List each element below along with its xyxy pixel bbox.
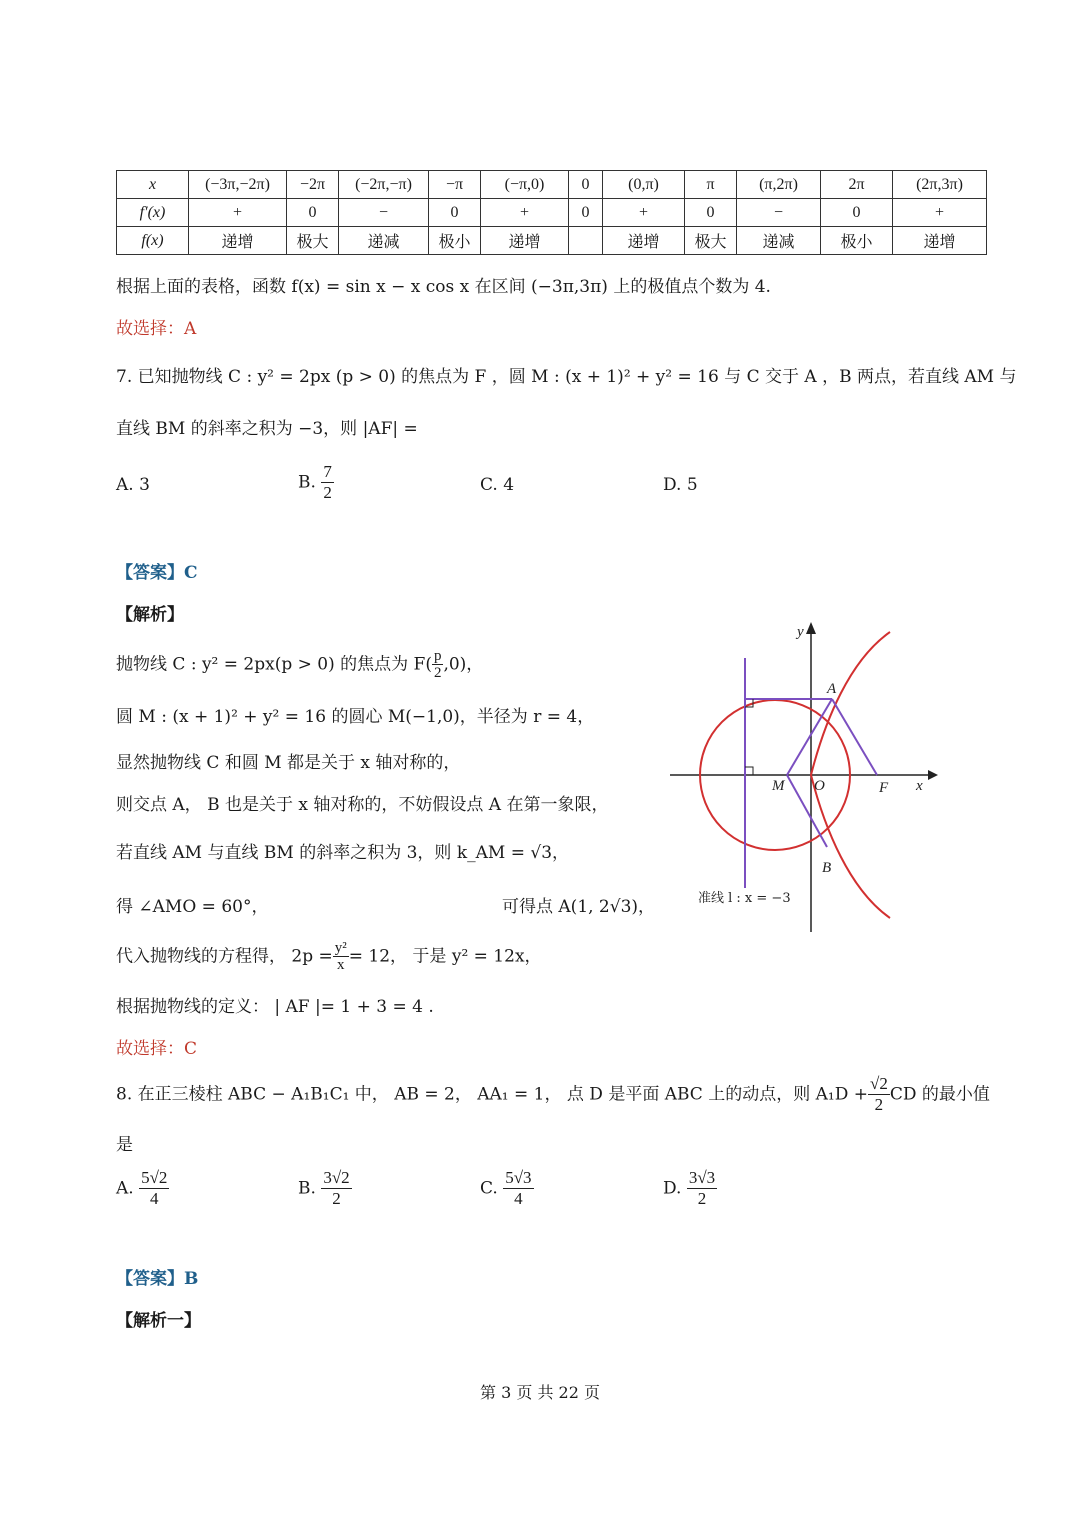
q7-choice: 故选择：C bbox=[116, 1039, 198, 1059]
numerator: √2 bbox=[870, 1074, 888, 1093]
fraction bbox=[868, 1074, 890, 1115]
table-row-derivative bbox=[117, 199, 987, 227]
q8-analysis-title: 【解析一】 bbox=[116, 1311, 201, 1331]
page-footer: 第 3 页 共 22 页 bbox=[480, 1383, 600, 1402]
table-cell: + bbox=[481, 199, 569, 227]
q7-option-b bbox=[298, 462, 334, 503]
q7-option-c: C. 4 bbox=[480, 475, 515, 495]
denominator: x bbox=[333, 956, 349, 973]
table-cell: − bbox=[737, 199, 821, 227]
q8-option-d bbox=[663, 1168, 717, 1209]
q7-step-3: 显然抛物线 C 和圆 M 都是关于 x 轴对称的， bbox=[116, 753, 461, 773]
point-m-label: M bbox=[772, 778, 785, 794]
table-cell: 递增 bbox=[603, 227, 685, 255]
q7-step-6a: 得 ∠AMO = 60°， bbox=[116, 897, 269, 917]
q8-stem-line2: 是 bbox=[116, 1135, 133, 1155]
step-text: = 12， 于是 y² = 12x， bbox=[348, 946, 542, 967]
q7-step-1 bbox=[116, 648, 483, 681]
denominator: 2 bbox=[868, 1094, 890, 1115]
fraction bbox=[321, 462, 334, 503]
q6-choice: 故选择：A bbox=[116, 319, 197, 339]
point-b-label: B bbox=[822, 860, 832, 876]
option-label: D. bbox=[663, 1178, 682, 1199]
numerator: p bbox=[433, 648, 442, 664]
option-label: A. bbox=[116, 1178, 134, 1199]
table-row-x bbox=[117, 171, 987, 199]
table-cell: 0 bbox=[821, 199, 893, 227]
table-cell: 递增 bbox=[481, 227, 569, 255]
table-cell: + bbox=[893, 199, 987, 227]
table-cell: 极大 bbox=[685, 227, 737, 255]
x-axis-label: x bbox=[916, 778, 923, 794]
table-cell: 极小 bbox=[429, 227, 481, 255]
table-cell: 0 bbox=[569, 171, 603, 199]
table-cell: 递减 bbox=[737, 227, 821, 255]
stem-text: CD 的最小值 bbox=[889, 1084, 990, 1105]
table-row-function bbox=[117, 227, 987, 255]
denominator: 4 bbox=[503, 1188, 533, 1209]
denominator: 2 bbox=[321, 1188, 351, 1209]
x-axis-arrow-icon bbox=[928, 770, 938, 780]
y-axis-label: y bbox=[797, 624, 804, 640]
fraction bbox=[333, 940, 349, 973]
numerator: 3√2 bbox=[323, 1168, 350, 1187]
q7-option-a: A. 3 bbox=[116, 475, 150, 495]
option-label: B. bbox=[298, 1178, 316, 1199]
option-label: B. bbox=[298, 472, 316, 493]
table-cell: 0 bbox=[685, 199, 737, 227]
stem-text: 8. 在正三棱柱 ABC − A₁B₁C₁ 中， AB = 2， AA₁ = 1， 点 D 是平面 ABC 上的动点，则 A₁D + bbox=[116, 1084, 868, 1105]
table-cell: (π,2π) bbox=[737, 171, 821, 199]
table-cell: −2π bbox=[287, 171, 339, 199]
q8-option-b bbox=[298, 1168, 352, 1209]
q6-conclusion: 根据上面的表格，函数 f(x) = sin x − x cos x 在区间 (−3π,3π) 上的极值点个数为 4. bbox=[116, 277, 771, 297]
fraction bbox=[503, 1168, 533, 1209]
denominator: 2 bbox=[323, 483, 332, 502]
point-a-label: A bbox=[827, 681, 837, 697]
numerator: 3√3 bbox=[688, 1168, 716, 1187]
fraction bbox=[432, 648, 444, 681]
table-cell: 递减 bbox=[339, 227, 429, 255]
table-cell: 0 bbox=[287, 199, 339, 227]
numerator: 5√3 bbox=[505, 1168, 532, 1187]
table-cell: −π bbox=[429, 171, 481, 199]
table-cell bbox=[569, 227, 603, 255]
table-cell: x bbox=[117, 171, 189, 199]
table-cell: (2π,3π) bbox=[893, 171, 987, 199]
directrix-label: 准线 l : x = −3 bbox=[698, 891, 791, 906]
step-text: 代入抛物线的方程得， 2p = bbox=[116, 946, 333, 967]
table-cell: 极大 bbox=[287, 227, 339, 255]
fraction bbox=[139, 1168, 169, 1209]
q7-answer: 【答案】C bbox=[116, 563, 198, 583]
table-cell: f′(x) bbox=[117, 199, 189, 227]
table-cell: 0 bbox=[429, 199, 481, 227]
q7-stem-line1: 7. 已知抛物线 C : y² = 2px (p > 0) 的焦点为 F ，圆 M : (x + 1)² + y² = 16 与 C 交于 A ，B 两点，若直线 AM 与 bbox=[116, 367, 1017, 387]
sign-table bbox=[116, 170, 987, 255]
q7-option-d: D. 5 bbox=[663, 475, 698, 495]
table-cell: 0 bbox=[569, 199, 603, 227]
table-cell: − bbox=[339, 199, 429, 227]
q8-option-c bbox=[480, 1168, 534, 1209]
table-cell: + bbox=[189, 199, 287, 227]
table-cell: π bbox=[685, 171, 737, 199]
denominator: 2 bbox=[433, 665, 442, 681]
option-label: C. bbox=[480, 1178, 498, 1199]
q7-figure bbox=[660, 610, 950, 940]
q7-step-4: 则交点 A， B 也是关于 x 轴对称的，不妨假设点 A 在第一象限， bbox=[116, 795, 609, 815]
q7-step-5: 若直线 AM 与直线 BM 的斜率之积为 3，则 k_AM = √3， bbox=[116, 843, 570, 863]
denominator: 4 bbox=[139, 1188, 169, 1209]
fraction bbox=[321, 1168, 351, 1209]
q7-step-8: 根据抛物线的定义： | AF |= 1 + 3 = 4 . bbox=[116, 997, 434, 1017]
denominator: 2 bbox=[687, 1188, 717, 1209]
table-cell: 极小 bbox=[821, 227, 893, 255]
q8-stem-line1 bbox=[116, 1074, 990, 1115]
table-cell: (−3π,−2π) bbox=[189, 171, 287, 199]
right-angle-mark bbox=[745, 767, 753, 775]
point-o-label: O bbox=[814, 778, 825, 794]
q7-step-2: 圆 M : (x + 1)² + y² = 16 的圆心 M(−1,0)，半径为 r = 4， bbox=[116, 707, 595, 727]
q7-stem-line2: 直线 BM 的斜率之积为 −3，则 |AF| = bbox=[116, 419, 418, 439]
numerator: 7 bbox=[323, 462, 332, 481]
point-f-label: F bbox=[879, 780, 889, 796]
y-axis-arrow-icon bbox=[806, 622, 816, 634]
q7-step-6b: 可得点 A(1, 2√3)， bbox=[502, 897, 656, 917]
numerator: y² bbox=[334, 940, 347, 956]
q7-step-7 bbox=[116, 940, 542, 973]
q8-answer: 【答案】B bbox=[116, 1269, 199, 1289]
fraction bbox=[687, 1168, 717, 1209]
table-cell: 递增 bbox=[893, 227, 987, 255]
table-cell: (−2π,−π) bbox=[339, 171, 429, 199]
table-cell: 递增 bbox=[189, 227, 287, 255]
segment-am bbox=[787, 699, 832, 775]
step-text: ,0)， bbox=[443, 654, 484, 675]
q8-option-a bbox=[116, 1168, 169, 1209]
table-cell: f(x) bbox=[117, 227, 189, 255]
table-cell: 2π bbox=[821, 171, 893, 199]
numerator: 5√2 bbox=[141, 1168, 168, 1187]
table-cell: (−π,0) bbox=[481, 171, 569, 199]
q7-analysis-title: 【解析】 bbox=[116, 605, 184, 625]
table-cell: + bbox=[603, 199, 685, 227]
step-text: 抛物线 C : y² = 2px(p > 0) 的焦点为 F( bbox=[116, 654, 432, 675]
table-cell: (0,π) bbox=[603, 171, 685, 199]
